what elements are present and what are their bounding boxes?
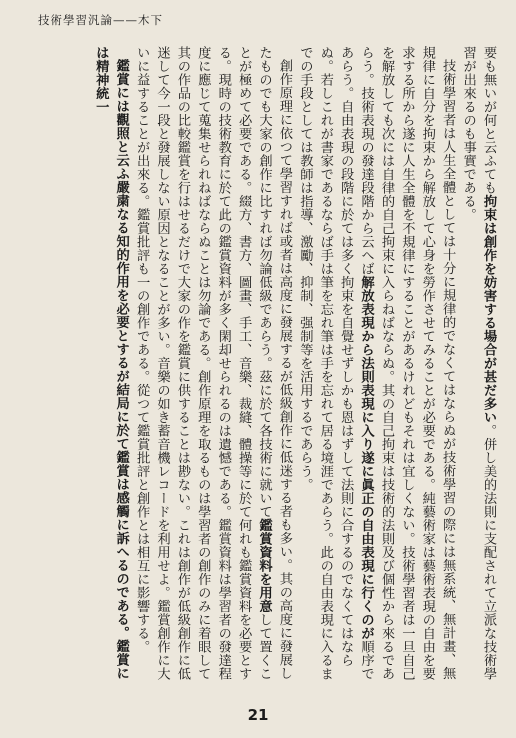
- paragraph-3: [131, 46, 294, 684]
- paragraph-3-text-c: して置くことが極めて必要である。綴方、書方、圖畫、手工、音樂、裁縫、體操等に於て何れも鑑賞資料を必要とする。現時の技術教育に於て此の鑑賞資料が多く閑却せられるのは遺憾である。鑑賞資料は學習者の發達程度に應じて蒐集せられねばならぬことは勿論である。創作原理を取るものは學習者の創作のみに着眼して其の作品の比較鑑賞を行はせるだけで大家の作を鑑賞に供することは尠ない。これは創作が低級創作に低迷して今一段と發展しない原因となることが多い。音樂の如き蓄音機レコードを利用せよ。鑑賞創作に大いに益することが出來る。鑑賞批評も一の創作である。從つて鑑賞批評と創作とは相互に影響する。: [134, 46, 272, 681]
- paragraph-2-text-c: 順序であらう。自由表現の段階に於ては多く拘束を自覺せずしかも恩はずして法則に合するのでなくてはならぬ。若しこれが書家であるならば手は筆を忘れ筆は手を忘れて居る境涯であらう。此の自由表現に入るまでの手段としては教師は指導、激勵、抑制、强制等を活用するであらう。: [297, 46, 374, 681]
- paragraph-3-text-a: 創作原理に依つて學習すれば或者は高度に發展するが低級創作に低迷する者も多い。其の高度に發展したものでも大家の創作に比すれば勿論低級であらう。茲に於て各技術に就いて: [256, 46, 292, 681]
- paragraph-1-text-a: 要も無いが何と云ふても: [481, 46, 496, 195]
- vertical-text-body: [42, 46, 498, 684]
- paragraph-4-text-b: 鑑賞には精神統一: [93, 46, 129, 681]
- paragraph-1-text-c: 。併し美的法則に支配されて立派な技術學習が出來るのも事實である。: [460, 46, 496, 681]
- page-number: 21: [247, 706, 269, 724]
- paragraph-2: [294, 46, 457, 684]
- paragraph-4: [90, 46, 131, 684]
- paragraph-2-emphasis: 解放表現から法則表現に入り遂に眞正の自由表現に行くのが: [358, 275, 374, 640]
- paragraph-1-emphasis: 拘束は創作を妨害する場合が甚だ多い: [481, 194, 496, 424]
- paragraph-2-text-a: 技術學習者は人生全體としては十分に規律的でなくてはならぬが技術學習の際には無系統、無計畫、無規律に自分を拘束から解放して心身を勞作させてみることが必要である。純藝術家は藝術表現の自由を要求する所から遂に人生全體を不規律にすることがあるけれどもそれは宜しくない。技術學習者は一旦自己を解放しても次には自律的自己拘束に入らねばならぬ。其の自己拘束は技術的法則及び個性から來るであらう。技術表現の發達段階から云へば: [358, 46, 456, 681]
- paragraph-4-emphasis: 鑑賞には觀照と云ふ嚴粛なる知的作用を必要とするが結局に於て鑑賞は感觸に訴へるのである。: [113, 59, 129, 640]
- running-header: 技術學習汎論——木下: [38, 13, 163, 27]
- paragraph-1: [457, 46, 498, 684]
- paragraph-3-emphasis: 鑑賞資料を用意: [256, 518, 272, 613]
